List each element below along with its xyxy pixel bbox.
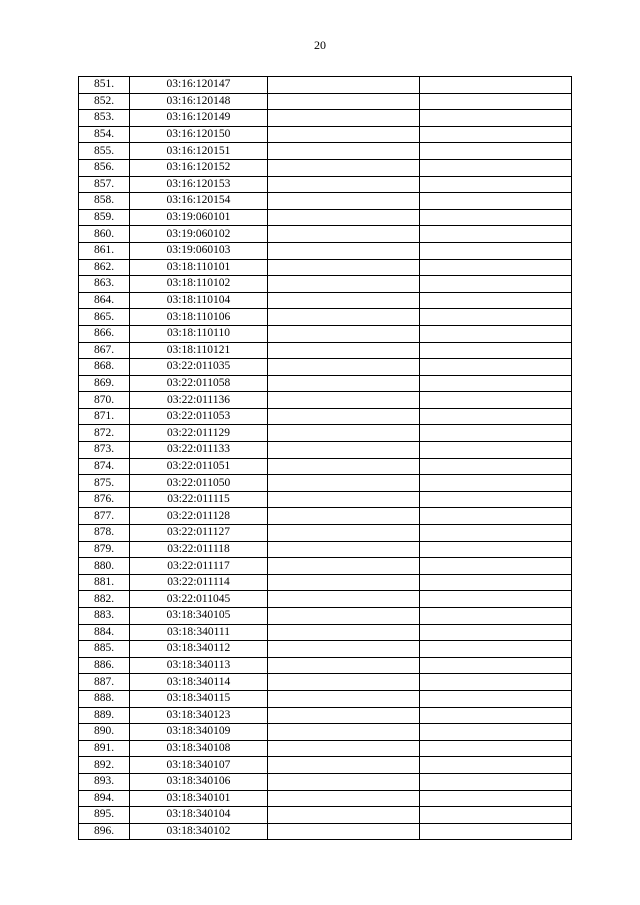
- cadastral-code: 03:22:011035: [130, 359, 268, 376]
- empty-cell: [420, 807, 572, 824]
- row-number: 868.: [79, 359, 130, 376]
- row-number: 860.: [79, 226, 130, 243]
- table-row: [79, 508, 572, 525]
- row-number: 876.: [79, 491, 130, 508]
- table-row: [79, 657, 572, 674]
- cadastral-code: 03:18:110101: [130, 259, 268, 276]
- empty-cell: [268, 209, 420, 226]
- cadastral-code: 03:18:340102: [130, 823, 268, 840]
- empty-cell: [268, 392, 420, 409]
- empty-cell: [420, 790, 572, 807]
- empty-cell: [420, 773, 572, 790]
- empty-cell: [268, 226, 420, 243]
- table-row: [79, 159, 572, 176]
- table-row: [79, 790, 572, 807]
- row-number: 873.: [79, 442, 130, 459]
- data-table: [78, 76, 572, 840]
- cadastral-code: 03:16:120150: [130, 126, 268, 143]
- cadastral-code: 03:22:011051: [130, 458, 268, 475]
- table-row: [79, 359, 572, 376]
- table-row: [79, 77, 572, 94]
- empty-cell: [420, 110, 572, 127]
- row-number: 872.: [79, 425, 130, 442]
- cadastral-code: 03:19:060103: [130, 242, 268, 259]
- empty-cell: [420, 408, 572, 425]
- row-number: 877.: [79, 508, 130, 525]
- row-number: 859.: [79, 209, 130, 226]
- table-row: [79, 193, 572, 210]
- cadastral-code: 03:22:011045: [130, 591, 268, 608]
- table-row: [79, 292, 572, 309]
- cadastral-code: 03:22:011129: [130, 425, 268, 442]
- table-row: [79, 325, 572, 342]
- cadastral-code: 03:16:120152: [130, 159, 268, 176]
- empty-cell: [420, 176, 572, 193]
- row-number: 887.: [79, 674, 130, 691]
- cadastral-code: 03:18:340101: [130, 790, 268, 807]
- cadastral-code: 03:16:120149: [130, 110, 268, 127]
- row-number: 883.: [79, 608, 130, 625]
- row-number: 863.: [79, 276, 130, 293]
- row-number: 867.: [79, 342, 130, 359]
- row-number: 891.: [79, 740, 130, 757]
- row-number: 865.: [79, 309, 130, 326]
- table-row: [79, 724, 572, 741]
- empty-cell: [420, 740, 572, 757]
- cadastral-code: 03:22:011136: [130, 392, 268, 409]
- cadastral-code: 03:18:340108: [130, 740, 268, 757]
- table-row: [79, 591, 572, 608]
- empty-cell: [268, 375, 420, 392]
- empty-cell: [268, 823, 420, 840]
- empty-cell: [268, 77, 420, 94]
- row-number: 879.: [79, 541, 130, 558]
- empty-cell: [420, 359, 572, 376]
- cadastral-code: 03:22:011127: [130, 525, 268, 542]
- row-number: 896.: [79, 823, 130, 840]
- row-number: 870.: [79, 392, 130, 409]
- empty-cell: [420, 541, 572, 558]
- empty-cell: [268, 773, 420, 790]
- empty-cell: [420, 242, 572, 259]
- empty-cell: [268, 757, 420, 774]
- table-row: [79, 242, 572, 259]
- cadastral-code: 03:18:110110: [130, 325, 268, 342]
- cadastral-code: 03:18:340123: [130, 707, 268, 724]
- empty-cell: [420, 77, 572, 94]
- row-number: 861.: [79, 242, 130, 259]
- table-row: [79, 209, 572, 226]
- cadastral-code: 03:22:011053: [130, 408, 268, 425]
- row-number: 854.: [79, 126, 130, 143]
- cadastral-code: 03:16:120148: [130, 93, 268, 110]
- row-number: 894.: [79, 790, 130, 807]
- empty-cell: [420, 608, 572, 625]
- empty-cell: [268, 508, 420, 525]
- cadastral-code: 03:18:340105: [130, 608, 268, 625]
- empty-cell: [268, 126, 420, 143]
- row-number: 880.: [79, 558, 130, 575]
- row-number: 852.: [79, 93, 130, 110]
- empty-cell: [268, 143, 420, 160]
- row-number: 895.: [79, 807, 130, 824]
- empty-cell: [420, 325, 572, 342]
- empty-cell: [268, 724, 420, 741]
- table-row: [79, 608, 572, 625]
- empty-cell: [268, 342, 420, 359]
- row-number: 866.: [79, 325, 130, 342]
- empty-cell: [268, 159, 420, 176]
- empty-cell: [268, 93, 420, 110]
- cadastral-code: 03:22:011115: [130, 491, 268, 508]
- empty-cell: [420, 591, 572, 608]
- empty-cell: [420, 143, 572, 160]
- table-row: [79, 226, 572, 243]
- cadastral-code: 03:18:110102: [130, 276, 268, 293]
- empty-cell: [268, 624, 420, 641]
- cadastral-code: 03:22:011114: [130, 574, 268, 591]
- table-row: [79, 342, 572, 359]
- empty-cell: [268, 674, 420, 691]
- row-number: 853.: [79, 110, 130, 127]
- cadastral-code: 03:22:011117: [130, 558, 268, 575]
- empty-cell: [268, 292, 420, 309]
- empty-cell: [420, 126, 572, 143]
- empty-cell: [420, 342, 572, 359]
- empty-cell: [420, 624, 572, 641]
- table-row: [79, 276, 572, 293]
- table-row: [79, 740, 572, 757]
- cadastral-code: 03:18:340107: [130, 757, 268, 774]
- cadastral-code: 03:22:011133: [130, 442, 268, 459]
- cadastral-code: 03:18:340114: [130, 674, 268, 691]
- table-row: [79, 458, 572, 475]
- row-number: 892.: [79, 757, 130, 774]
- row-number: 881.: [79, 574, 130, 591]
- empty-cell: [420, 193, 572, 210]
- empty-cell: [420, 724, 572, 741]
- table-row: [79, 126, 572, 143]
- empty-cell: [268, 242, 420, 259]
- row-number: 885.: [79, 641, 130, 658]
- table-row: [79, 707, 572, 724]
- empty-cell: [268, 525, 420, 542]
- empty-cell: [268, 475, 420, 492]
- cadastral-code: 03:16:120147: [130, 77, 268, 94]
- cadastral-code: 03:19:060101: [130, 209, 268, 226]
- empty-cell: [268, 558, 420, 575]
- table-row: [79, 541, 572, 558]
- table-row: [79, 442, 572, 459]
- cadastral-code: 03:18:340104: [130, 807, 268, 824]
- empty-cell: [420, 574, 572, 591]
- table-row: [79, 823, 572, 840]
- table-row: [79, 641, 572, 658]
- table-row: [79, 757, 572, 774]
- empty-cell: [268, 641, 420, 658]
- empty-cell: [420, 93, 572, 110]
- empty-cell: [420, 375, 572, 392]
- empty-cell: [420, 276, 572, 293]
- empty-cell: [268, 657, 420, 674]
- empty-cell: [420, 425, 572, 442]
- row-number: 874.: [79, 458, 130, 475]
- row-number: 888.: [79, 690, 130, 707]
- empty-cell: [268, 408, 420, 425]
- empty-cell: [420, 226, 572, 243]
- empty-cell: [268, 359, 420, 376]
- empty-cell: [420, 823, 572, 840]
- table-row: [79, 525, 572, 542]
- cadastral-code: 03:18:340111: [130, 624, 268, 641]
- empty-cell: [268, 491, 420, 508]
- empty-cell: [420, 259, 572, 276]
- empty-cell: [420, 309, 572, 326]
- cadastral-code: 03:18:340115: [130, 690, 268, 707]
- empty-cell: [420, 641, 572, 658]
- table-row: [79, 475, 572, 492]
- empty-cell: [268, 807, 420, 824]
- table-row: [79, 773, 572, 790]
- empty-cell: [420, 491, 572, 508]
- table-row: [79, 110, 572, 127]
- table-row: [79, 558, 572, 575]
- empty-cell: [268, 176, 420, 193]
- row-number: 869.: [79, 375, 130, 392]
- cadastral-code: 03:18:340112: [130, 641, 268, 658]
- empty-cell: [268, 276, 420, 293]
- table-row: [79, 574, 572, 591]
- empty-cell: [268, 110, 420, 127]
- empty-cell: [268, 309, 420, 326]
- cadastral-code: 03:18:340113: [130, 657, 268, 674]
- empty-cell: [420, 690, 572, 707]
- table-row: [79, 674, 572, 691]
- empty-cell: [268, 425, 420, 442]
- row-number: 871.: [79, 408, 130, 425]
- empty-cell: [420, 757, 572, 774]
- row-number: 856.: [79, 159, 130, 176]
- table-row: [79, 176, 572, 193]
- empty-cell: [268, 790, 420, 807]
- table-row: [79, 690, 572, 707]
- row-number: 878.: [79, 525, 130, 542]
- empty-cell: [268, 591, 420, 608]
- cadastral-code: 03:18:110104: [130, 292, 268, 309]
- table-row: [79, 392, 572, 409]
- table-row: [79, 807, 572, 824]
- empty-cell: [268, 707, 420, 724]
- empty-cell: [420, 292, 572, 309]
- row-number: 889.: [79, 707, 130, 724]
- empty-cell: [268, 574, 420, 591]
- empty-cell: [268, 690, 420, 707]
- cadastral-code: 03:22:011118: [130, 541, 268, 558]
- empty-cell: [420, 674, 572, 691]
- table-row: [79, 491, 572, 508]
- table-row: [79, 259, 572, 276]
- empty-cell: [420, 159, 572, 176]
- empty-cell: [268, 458, 420, 475]
- row-number: 893.: [79, 773, 130, 790]
- empty-cell: [420, 209, 572, 226]
- cadastral-code: 03:22:011050: [130, 475, 268, 492]
- cadastral-code: 03:18:110121: [130, 342, 268, 359]
- row-number: 862.: [79, 259, 130, 276]
- table-row: [79, 93, 572, 110]
- cadastral-code: 03:18:110106: [130, 309, 268, 326]
- cadastral-code: 03:18:340109: [130, 724, 268, 741]
- table-row: [79, 425, 572, 442]
- empty-cell: [420, 475, 572, 492]
- row-number: 858.: [79, 193, 130, 210]
- empty-cell: [268, 259, 420, 276]
- cadastral-code: 03:16:120153: [130, 176, 268, 193]
- cadastral-code: 03:16:120151: [130, 143, 268, 160]
- row-number: 857.: [79, 176, 130, 193]
- empty-cell: [420, 392, 572, 409]
- table-row: [79, 143, 572, 160]
- table-row: [79, 309, 572, 326]
- row-number: 864.: [79, 292, 130, 309]
- row-number: 884.: [79, 624, 130, 641]
- table-row: [79, 408, 572, 425]
- empty-cell: [268, 541, 420, 558]
- page-number: 20: [314, 38, 326, 52]
- table-row: [79, 624, 572, 641]
- empty-cell: [420, 458, 572, 475]
- row-number: 890.: [79, 724, 130, 741]
- row-number: 851.: [79, 77, 130, 94]
- cadastral-code: 03:16:120154: [130, 193, 268, 210]
- cadastral-code: 03:18:340106: [130, 773, 268, 790]
- table-row: [79, 375, 572, 392]
- empty-cell: [268, 740, 420, 757]
- cadastral-code: 03:22:011128: [130, 508, 268, 525]
- table-body: [79, 77, 572, 840]
- empty-cell: [420, 558, 572, 575]
- empty-cell: [268, 325, 420, 342]
- empty-cell: [268, 442, 420, 459]
- empty-cell: [420, 707, 572, 724]
- empty-cell: [420, 657, 572, 674]
- empty-cell: [420, 508, 572, 525]
- row-number: 886.: [79, 657, 130, 674]
- row-number: 882.: [79, 591, 130, 608]
- row-number: 875.: [79, 475, 130, 492]
- empty-cell: [420, 525, 572, 542]
- cadastral-code: 03:22:011058: [130, 375, 268, 392]
- cadastral-code: 03:19:060102: [130, 226, 268, 243]
- empty-cell: [268, 608, 420, 625]
- empty-cell: [268, 193, 420, 210]
- row-number: 855.: [79, 143, 130, 160]
- empty-cell: [420, 442, 572, 459]
